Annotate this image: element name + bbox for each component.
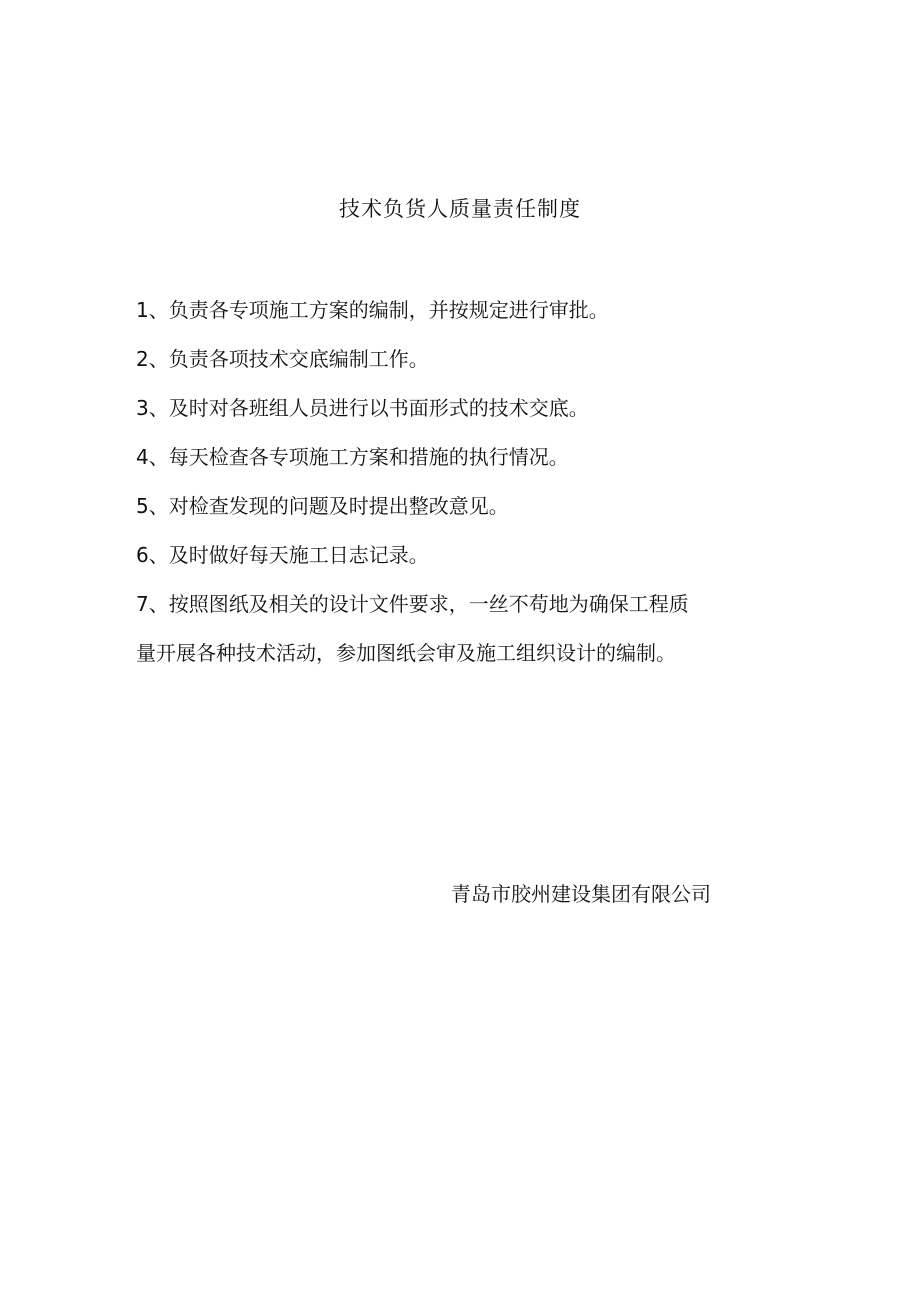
list-item: [136, 433, 786, 482]
responsibility-list: [136, 286, 786, 678]
list-item-text: 1、负责各专项施工方案的编制，并按规定进行审批。: [136, 298, 609, 322]
list-item-continuation: 量开展各种技术活动，参加图纸会审及施工组织设计的编制。: [136, 641, 676, 665]
list-item-text: 7、按照图纸及相关的设计文件要求，一丝不苟地为确保工程质: [136, 592, 689, 616]
list-item: [136, 384, 786, 433]
list-item: [136, 482, 786, 531]
list-item: [136, 286, 786, 335]
list-item-text: 3、及时对各班组人员进行以书面形式的技术交底。: [136, 396, 589, 420]
list-item-text: 4、每天检查各专项施工方案和措施的执行情况。: [136, 445, 569, 469]
document-title: 技术负货人质量责任制度: [339, 197, 581, 221]
list-item: [136, 335, 786, 384]
list-item-text: 5、对检查发现的问题及时提出整改意见。: [136, 494, 509, 518]
list-item: [136, 531, 786, 580]
list-item: [136, 580, 786, 678]
list-item-text: 6、及时做好每天施工日志记录。: [136, 543, 429, 567]
company-signature: 青岛市胶州建设集团有限公司: [451, 882, 711, 906]
list-item-text: 2、负责各项技术交底编制工作。: [136, 347, 429, 371]
